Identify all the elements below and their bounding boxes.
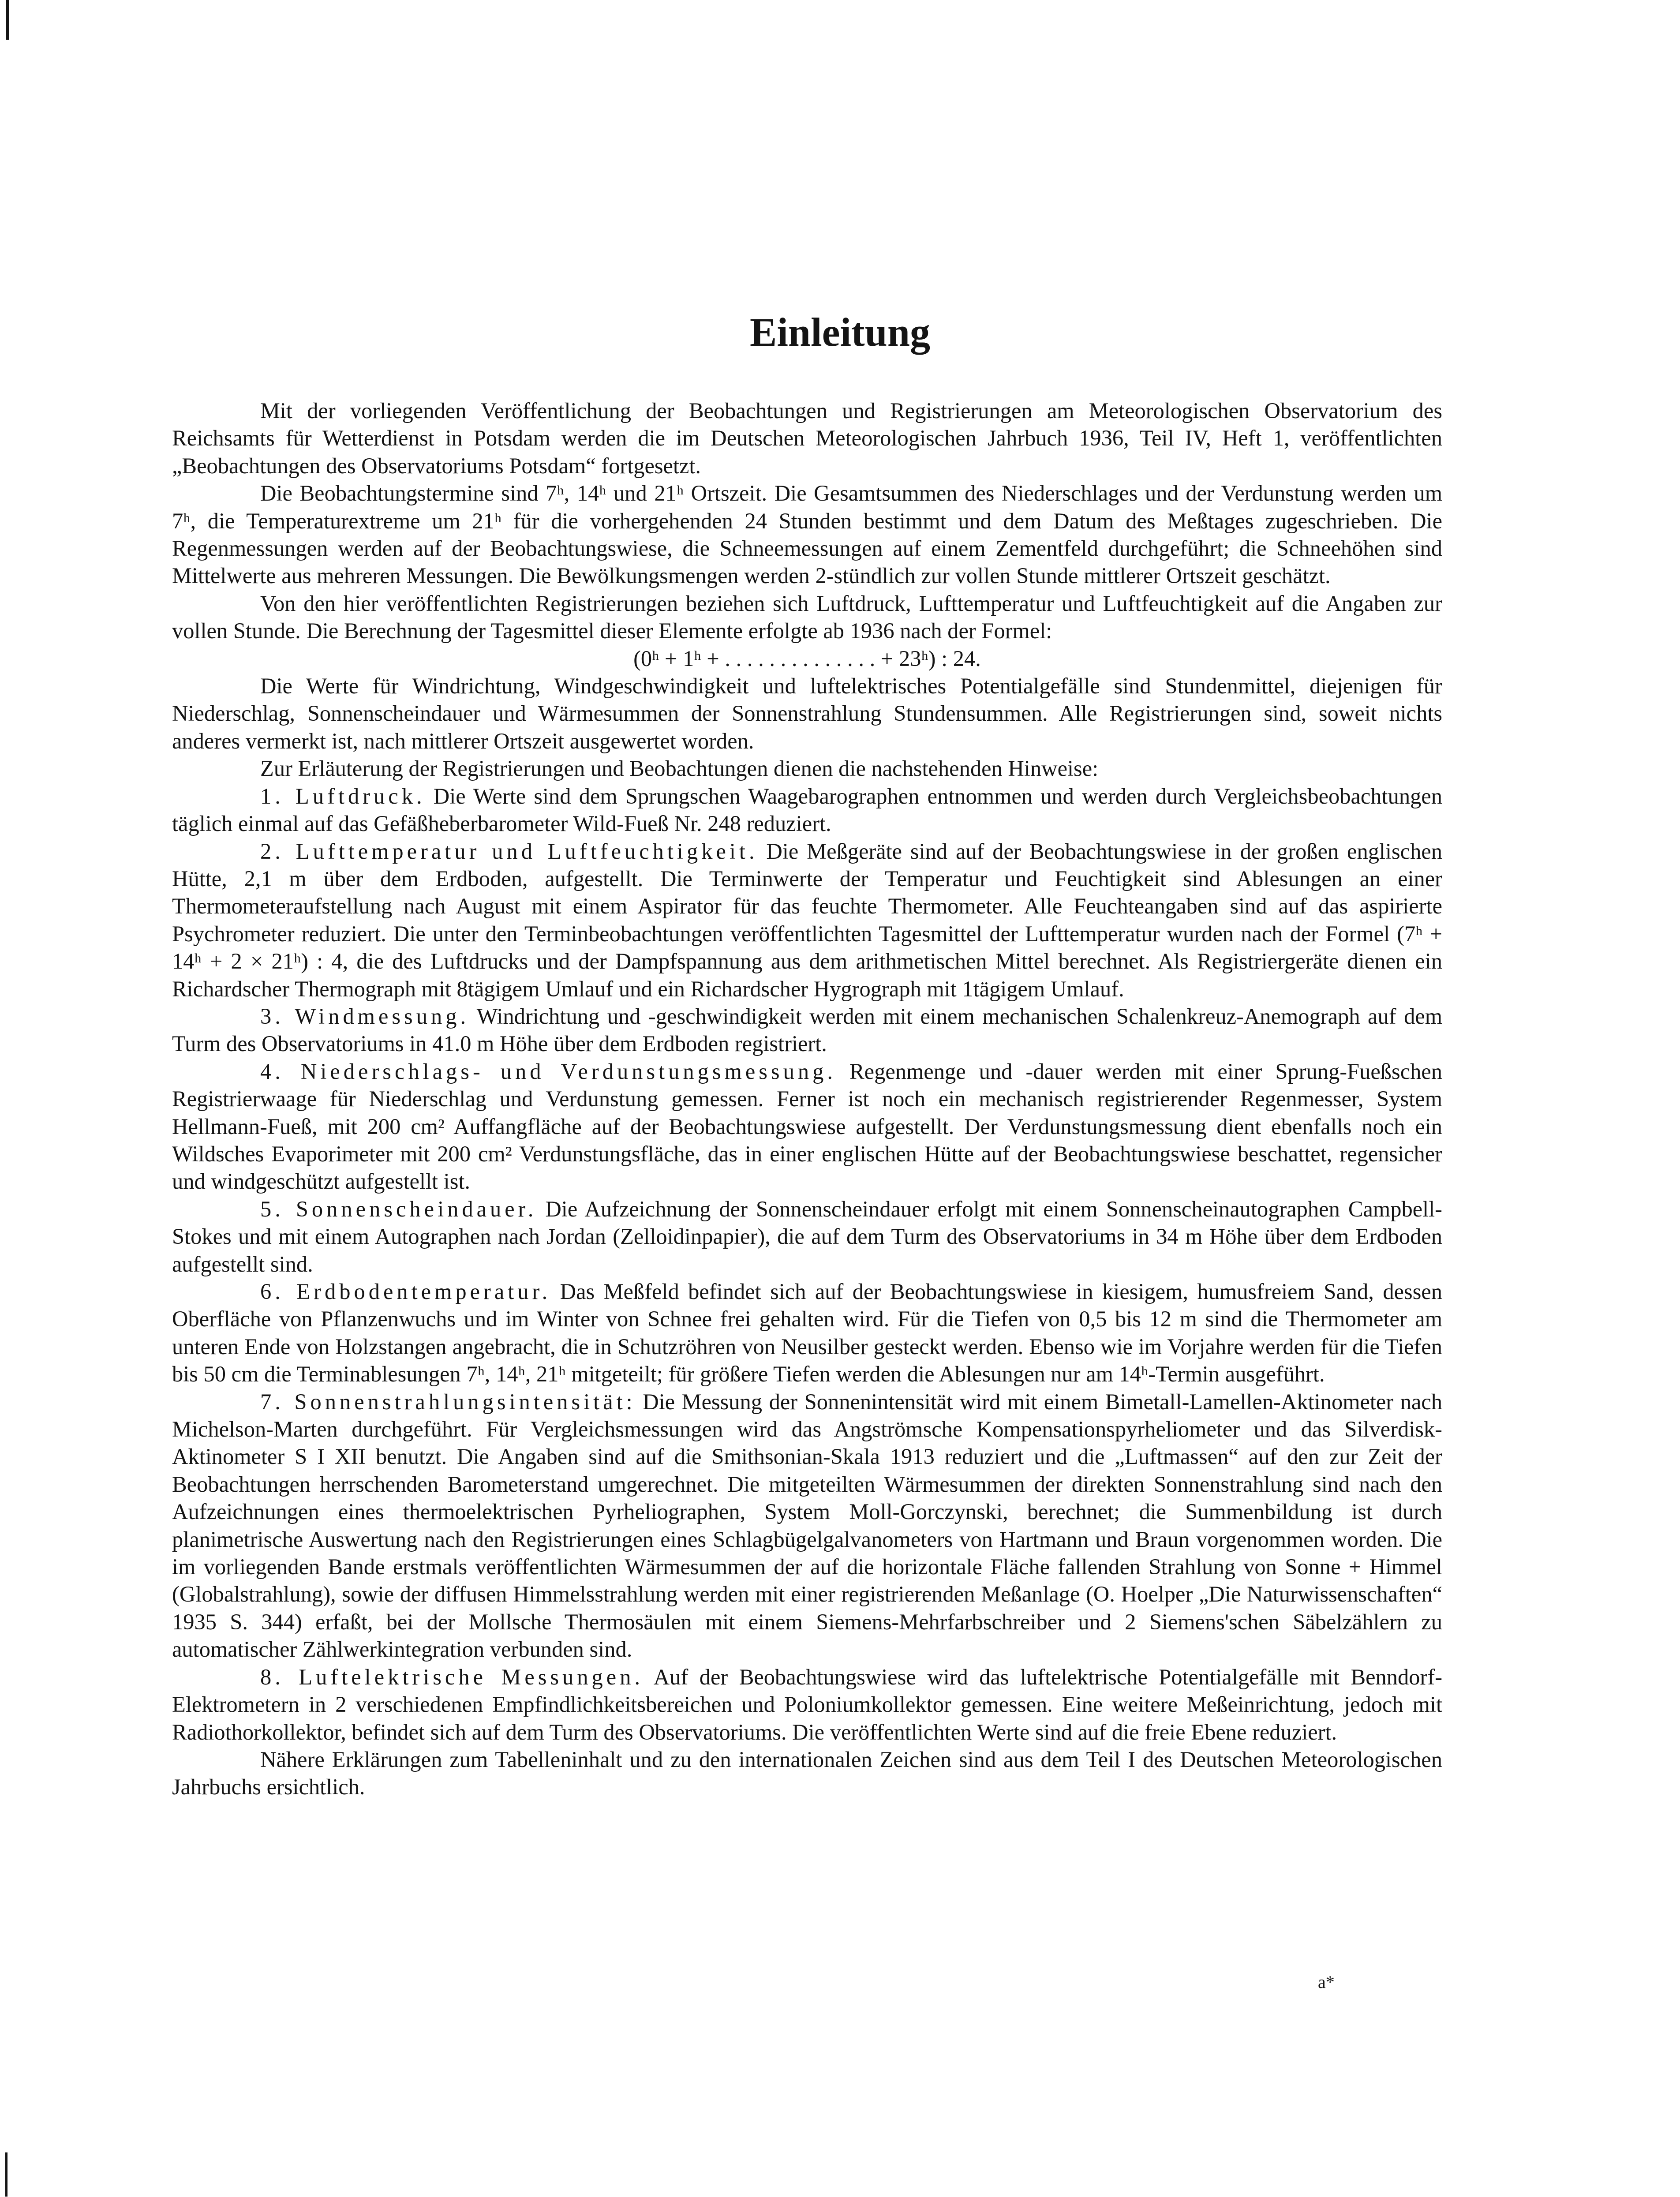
- section-niederschlag: [172, 1058, 1442, 1195]
- section-sonnenstrahlung: [172, 1388, 1442, 1663]
- section-heading: 8. Luftelektrische Messungen.: [260, 1664, 644, 1689]
- left-margin-mark-top: [6, 0, 9, 40]
- section-windmessung: [172, 1003, 1442, 1058]
- paragraph-intro: Mit der vorliegenden Veröffentlichung der Beobachtungen und Registrierungen am Meteorologischen Observatorium des Reichsamts für Wetterdienst in Potsdam werden die im Deutschen Meteorologischen Jahrbuch 1936, Teil IV, Heft 1, veröffentlichten „Beobachtungen des Observatoriums Potsdam“ fortgesetzt.: [172, 398, 1442, 478]
- section-heading: 5. Sonnenscheindauer.: [260, 1196, 537, 1221]
- paragraph-registrierungen: Von den hier veröffentlichten Registrierungen beziehen sich Luftdruck, Lufttemperatur und Luftfeuchtigkeit auf die Angaben zur vollen Stunde. Die Berechnung der Tagesmittel dieser Elemente erfolgte ab 1936 nach der Formel:: [172, 591, 1442, 644]
- section-lufttemperatur: [172, 838, 1442, 1003]
- section-text: Das Meßfeld befindet sich auf der Beobachtungswiese in kiesigem, humusfreiem Sand, dessen Oberfläche von Pflanzenwuchs und im Winter von Schnee frei gehalten wird. Für die Tiefen von 0,5 bis 12 m sind die Thermometer am unteren Ende von Holzstangen angebracht, die in Schutzröhren von Neusilber gesteckt werden. Ebenso wie im Vorjahre werden für die Tiefen bis 50 cm die Terminablesungen 7ʰ, 14ʰ, 21ʰ mitgeteilt; für größere Tiefen werden die Ablesungen nur am 14ʰ-Termin ausgeführt.: [172, 1279, 1443, 1387]
- section-luftdruck: [172, 782, 1442, 838]
- section-heading: 6. Erdbodentemperatur.: [260, 1279, 551, 1304]
- formula: (0ʰ + 1ʰ + . . . . . . . . . . . . . . + 23ʰ) : 24.: [633, 646, 981, 671]
- section-sonnenscheindauer: [172, 1195, 1442, 1278]
- paragraph-hinweise: Zur Erläuterung der Registrierungen und Beobachtungen dienen die nachstehenden Hinweise:: [260, 756, 1099, 781]
- section-text: Die Werte sind dem Sprungschen Waagebarographen entnommen und werden durch Vergleichsbeobachtungen täglich einmal auf das Gefäßheberbarometer Wild-Fueß Nr. 248 reduziert.: [172, 783, 1443, 836]
- section-heading: 7. Sonnenstrahlungsintensität:: [260, 1389, 636, 1414]
- paragraph-stundenmittel: Die Werte für Windrichtung, Windgeschwindigkeit und luftelektrisches Potentialgefälle sind Stundenmittel, diejenigen für Niederschlag, Sonnenscheindauer und Wärmesummen der Sonnenstrahlung Stundensummen. Alle Registrierungen sind, soweit nichts anderes vermerkt ist, nach mittlerer Ortszeit ausgewertet worden.: [172, 674, 1442, 753]
- section-text: Regenmenge und -dauer werden mit einer Sprung-Fueßschen Registrierwaage für Niederschlag und Verdunstung gemessen. Ferner ist noch ein mechanisch registrierender Regenmesser, System Hellmann-Fueß, mit 200 cm² Auffangfläche auf der Beobachtungswiese aufgestellt. Der Verdunstungsmessung dient ebenfalls noch ein Wildsches Evaporimeter mit 200 cm² Verdunstungsfläche, das in einer englischen Hütte auf der Beobachtungswiese beschattet, regensicher und windgeschützt aufgestellt ist.: [172, 1059, 1443, 1194]
- section-luftelektrisch: [172, 1663, 1442, 1746]
- section-heading: 3. Windmessung.: [260, 1003, 470, 1029]
- paragraph-closing: Nähere Erklärungen zum Tabelleninhalt und zu den internationalen Zeichen sind aus dem Teil I des Deutschen Meteorologischen Jahrbuchs ersichtlich.: [172, 1747, 1442, 1800]
- section-text: Die Messung der Sonnenintensität wird mit einem Bimetall-Lamellen-Aktinometer nach Michelson-Marten durchgeführt. Für Vergleichsmessungen wird das Angströmsche Kompensationspyrheliometer und das Silverdisk-Aktinometer S I XII benutzt. Die Angaben sind auf die Smithsonian-Skala 1913 reduziert und die „Luftmassen“ auf den zur Zeit der Beobachtungen herrschenden Barometerstand umgerechnet. Die mitgeteilten Wärmesummen der direkten Sonnenstrahlung sind nach den Aufzeichnungen eines thermoelektrischen Pyrheliographen, System Moll-Gorczynski, berechnet; die Summenbildung ist durch planimetrische Auswertung nach den Registrierungen eines Schlagbügelgalvanometers von Hartmann und Braun vorgenommen worden. Die im vorliegenden Bande erstmals veröffentlichten Wärmesummen der auf die horizontale Fläche fallenden Strahlung von Sonne + Himmel (Globalstrahlung), sowie der diffusen Himmelsstrahlung werden mit einer registrierenden Meßanlage (O. Hoelper „Die Naturwissenschaften“ 1935 S. 344) erfaßt, bei der Mollsche Thermosäulen mit einem Siemens-Mehrfarbschreiber und 2 Siemens'schen Säbelzählern zu automatischer Zählwerkintegration verbunden sind.: [172, 1389, 1443, 1662]
- section-heading: 4. Niederschlags- und Verdunstungsmessung.: [260, 1059, 836, 1084]
- section-erdbodentemperatur: [172, 1278, 1442, 1388]
- paragraph-termine: Die Beobachtungstermine sind 7ʰ, 14ʰ und 21ʰ Ortszeit. Die Gesamtsummen des Niederschlages und der Verdunstung werden um 7ʰ, die Temperaturextreme um 21ʰ für die vorhergehenden 24 Stunden bestimmt und dem Datum des Meßtages zugeschrieben. Die Regenmessungen werden auf der Beobachtungswiese, die Schneemessungen auf einem Zementfeld durchgeführt; die Schneehöhen sind Mittelwerte aus mehreren Messungen. Die Bewölkungsmengen werden 2-stündlich zur vollen Stunde mittlerer Ortszeit geschätzt.: [172, 481, 1442, 588]
- section-text: Windrichtung und -geschwindigkeit werden mit einem mechanischen Schalenkreuz-Anemograph auf dem Turm des Observatoriums in 41.0 m Höhe über dem Erdboden registriert.: [172, 1003, 1443, 1056]
- left-margin-mark-bottom: [5, 2152, 7, 2197]
- page-title: Einleitung: [749, 310, 930, 355]
- section-heading: 1. Luftdruck.: [260, 783, 426, 808]
- section-text: Auf der Beobachtungswiese wird das luftelektrische Potentialgefälle mit Benndorf-Elektrometern in 2 verschiedenen Empfindlichkeitsbereichen und Poloniumkollektor gemessen. Eine weitere Meßeinrichtung, jedoch mit Radiothorkollektor, befindet sich auf dem Turm des Observatoriums. Die veröffentlichten Werte sind auf die freie Ebene reduziert.: [172, 1664, 1443, 1744]
- signature-mark: a*: [1318, 1972, 1335, 1992]
- section-text: Die Meßgeräte sind auf der Beobachtungswiese in der großen englischen Hütte, 2,1 m über dem Erdboden, aufgestellt. Die Terminwerte der Temperatur und Feuchtigkeit sind Ablesungen an einer Thermometeraufstellung nach August mit einem Aspirator für das feuchte Thermometer. Alle Feuchteangaben sind auf das aspirierte Psychrometer reduziert. Die unter den Terminbeobachtungen veröffentlichten Tagesmittel der Lufttemperatur wurden nach der Formel (7ʰ + 14ʰ + 2 × 21ʰ) : 4, die des Luftdrucks und der Dampfspannung aus dem arithmetischen Mittel berechnet. Als Registriergeräte dienen ein Richardscher Thermograph mit 8tägigem Umlauf und ein Richardscher Hygrograph mit 1tägigem Umlauf.: [172, 838, 1443, 1001]
- body-text: [172, 397, 1442, 1801]
- section-heading: 2. Lufttemperatur und Luftfeuchtigkeit.: [260, 838, 758, 864]
- section-text: Die Aufzeichnung der Sonnenscheindauer erfolgt mit einem Sonnenscheinautographen Campbell-Stokes und mit einem Autographen nach Jordan (Zelloidinpapier), die auf dem Turm des Observatoriums in 34 m Höhe über dem Erdboden aufgestellt sind.: [172, 1196, 1442, 1276]
